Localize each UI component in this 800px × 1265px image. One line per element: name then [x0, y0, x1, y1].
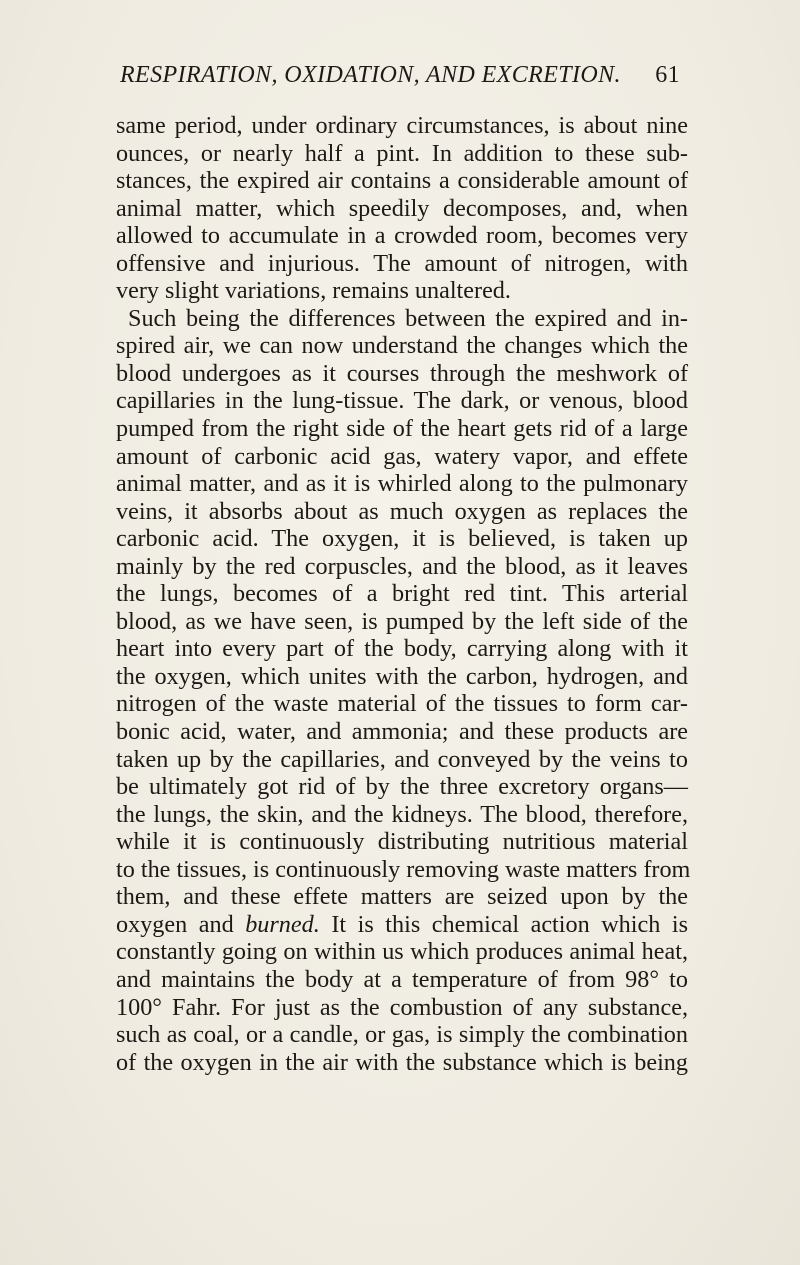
text-line-with-italic	[116, 911, 688, 939]
italic-line-after: It is this chemical action which is	[319, 910, 688, 938]
text-line: heart into every part of the body, carrying along with it	[116, 635, 688, 663]
text-line: spired air, we can now understand the changes which the	[116, 332, 688, 360]
paragraph-end-line: very slight variations, remains unaltered.	[116, 277, 511, 305]
text-line: allowed to accumulate in a crowded room, becomes very	[116, 222, 688, 250]
body-text	[116, 112, 691, 1076]
text-line: carbonic acid. The oxygen, it is believed, is taken up	[116, 525, 688, 553]
text-line: while it is continuously distributing nutritious material	[116, 828, 688, 856]
page-number: 61	[655, 62, 680, 88]
text-line: such as coal, or a candle, or gas, is simply the combination	[116, 1021, 688, 1049]
paragraph-start-line: Such being the differences between the expired and in-	[128, 304, 688, 332]
text-line: them, and these effete matters are seized upon by the	[116, 883, 688, 911]
running-title: RESPIRATION, OXIDATION, AND EXCRETION.	[120, 62, 621, 88]
text-line: animal matter, which speedily decomposes, and, when	[116, 194, 688, 222]
text-line: animal matter, and as it is whirled along to the pulmonary	[116, 470, 688, 498]
text-line: veins, it absorbs about as much oxygen as replaces the	[116, 497, 688, 525]
text-line: blood undergoes as it courses through the meshwork of	[116, 359, 688, 387]
text-line: stances, the expired air contains a considerable amount of	[116, 167, 688, 195]
text-line: blood, as we have seen, is pumped by the left side of the	[116, 607, 688, 635]
text-line: bonic acid, water, and ammonia; and these products are	[116, 718, 688, 746]
text-line: pumped from the right side of the heart gets rid of a large	[116, 415, 688, 443]
text-line: be ultimately got rid of by the three excretory organs—	[116, 773, 688, 801]
text-line: amount of carbonic acid gas, watery vapor, and effete	[116, 442, 688, 470]
text-line: to the tissues, is continuously removing waste matters from	[116, 855, 691, 883]
text-line: same period, under ordinary circumstances, is about nine	[116, 112, 688, 139]
italic-line-before: oxygen and	[116, 910, 246, 938]
text-line: constantly going on within us which produces animal heat,	[116, 938, 688, 966]
text-line: 100° Fahr. For just as the combustion of any substance,	[116, 993, 688, 1021]
text-line: offensive and injurious. The amount of nitrogen, with	[116, 249, 688, 277]
text-line: and maintains the body at a temperature of from 98° to	[116, 965, 688, 993]
text-line: mainly by the red corpuscles, and the blood, as it leaves	[116, 552, 688, 580]
text-line: capillaries in the lung-tissue. The dark, or venous, blood	[116, 387, 688, 415]
text-line: the lungs, the skin, and the kidneys. The blood, therefore,	[116, 800, 688, 828]
text-line: nitrogen of the waste material of the tissues to form car-	[116, 690, 688, 718]
text-line: the lungs, becomes of a bright red tint. This arterial	[116, 580, 688, 608]
italic-word-burned: burned.	[245, 910, 320, 938]
running-head	[120, 62, 680, 92]
text-line: the oxygen, which unites with the carbon, hydrogen, and	[116, 662, 688, 690]
text-line: of the oxygen in the air with the substance which is being	[116, 1048, 688, 1076]
text-line: ounces, or nearly half a pint. In addition to these sub-	[116, 139, 688, 167]
text-line: taken up by the capillaries, and conveyed by the veins to	[116, 745, 688, 773]
